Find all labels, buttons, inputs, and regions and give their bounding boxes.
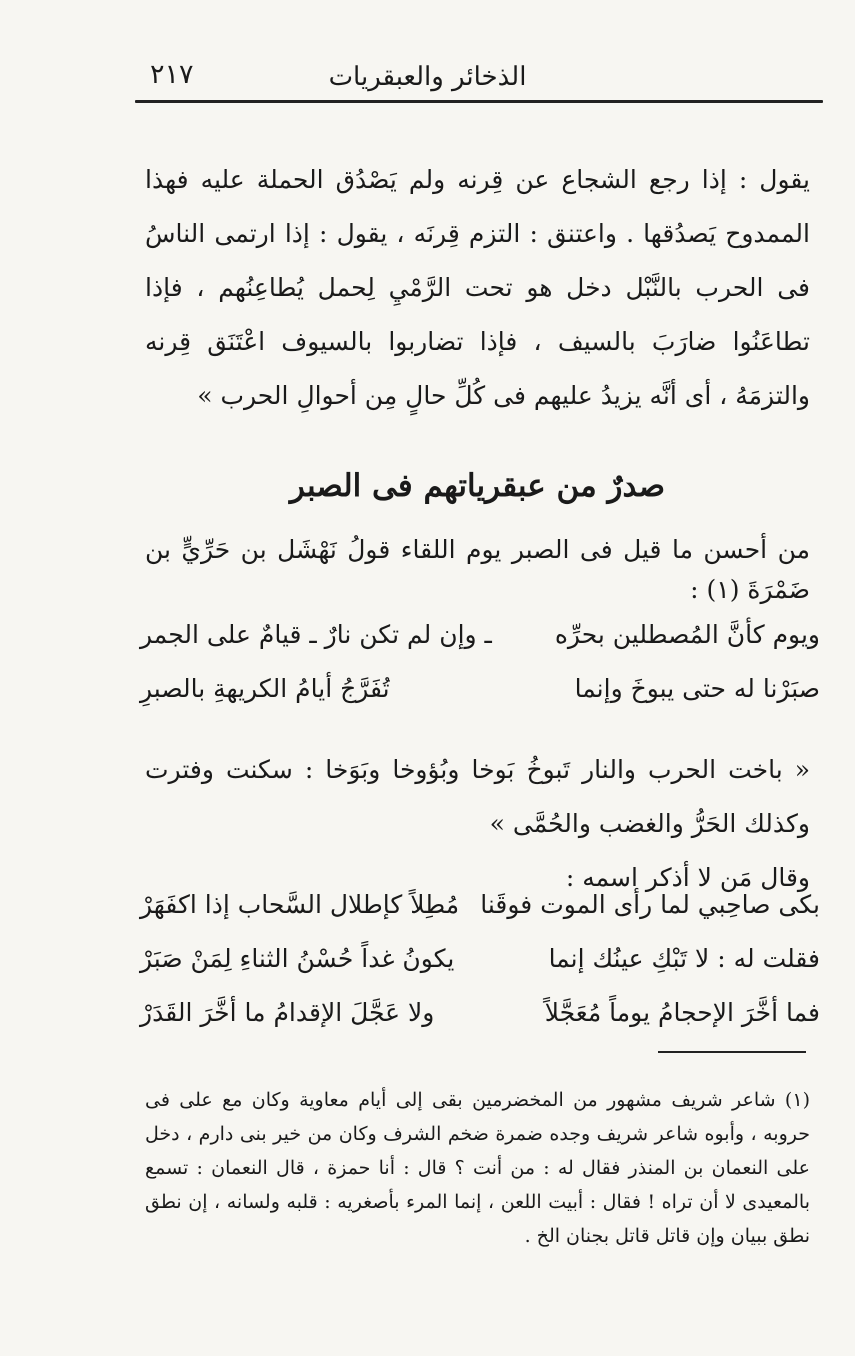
attribution-line: وقال مَن لا أذكر اسمه : <box>565 863 810 892</box>
verse-second-hemistich: تُفَرَّجُ أيامُ الكريهةِ بالصبرِ <box>140 674 390 703</box>
intro-paragraph: من أحسن ما قيل فى الصبر يوم اللقاء قولُ نَهْشَل بن حَرِّيٍّ بن ضَمْرَةَ (١) : <box>145 535 810 604</box>
footnote: (١) شاعر شريف مشهور من المخضرمين بقى إلى أيام معاوية وكان مع على فى حروبه ، وأبوه شاعر شريف وجده ضمرة ضخم الشرف وكان من خير بنى دارم ، دخل على النعمان بن المنذر فقال له : من أنت ؟ قال : أنا حمزة ، قال النعمان : تسمع بالمعيدى لا أن تراه ! فقال : أبيت اللعن ، إنما المرء بأصغريه : قلبه ولسانه ، إن نطق نطق ببيان وإن قاتل قاتل بجنان الخ . <box>145 1089 810 1247</box>
gloss-paragraph: « باخت الحرب والنار تَبوخُ بَوخا وبُؤوخا وبَوَخا : سكنت وفترت وكذلك الحَرُّ والغضب والحُمَّى » <box>145 755 810 838</box>
verse-first-hemistich: صبَرْنا له حتى يبوخَ وإنما <box>574 674 820 703</box>
verse-line <box>140 986 820 1040</box>
verse-line <box>140 608 820 662</box>
verse-first-hemistich: ويوم كأنَّ المُصطلين بحرِّه <box>554 620 820 649</box>
page-number: ٢١٧ <box>150 59 194 90</box>
verse-line <box>140 878 820 932</box>
verse-first-hemistich: فقلت له : لا تَبْكِ عينُك إنما <box>548 944 820 973</box>
verse-first-hemistich: بكى صاحِبي لما رأى الموت فوقَنا <box>480 890 820 919</box>
verse-second-hemistich: مُطِلاً كإطلال السَّحاب إذا اكفَهَرْ <box>140 890 460 919</box>
commentary-paragraph: يقول : إذا رجع الشجاع عن قِرنه ولم يَصْدُق الحملة عليه فهذا الممدوح يَصدُقها . واعتنق : التزم قِرنَه ، يقول : إذا ارتمى الناسُ فى الحرب بالنَّبْل دخل هو تحت الرَّمْيِ لِحمل يُطاعِنُهم ، فإذا تطاعَنُوا ضارَبَ بالسيف ، فإذا تضاربوا بالسيوف اعْتَنَق قِرنه والتزمَهُ ، أى أنَّه يزيدُ عليهم فى كُلِّ حالٍ مِن أحوالِ الحرب » <box>145 165 810 410</box>
verse-line <box>140 932 820 986</box>
footnote-rule <box>658 1051 806 1053</box>
running-title: الذخائر والعبقريات <box>328 62 527 92</box>
verse-second-hemistich: ـ وإن لم تكن نارٌ ـ قيامٌ على الجمر <box>140 620 492 649</box>
verse-first-hemistich: فما أخَّرَ الإحجامُ يوماً مُعَجَّلاً <box>544 998 820 1027</box>
verse-second-hemistich: يكونُ غداً حُسْنُ الثناءِ لِمَنْ صَبَرْ <box>140 944 455 973</box>
section-heading: صدرٌ من عبقرياتهم فى الصبر <box>289 467 666 504</box>
verse-second-hemistich: ولا عَجَّلَ الإقدامُ ما أخَّرَ القَدَرْ <box>140 998 435 1027</box>
header-rule <box>135 100 823 103</box>
verse-line <box>140 662 820 716</box>
